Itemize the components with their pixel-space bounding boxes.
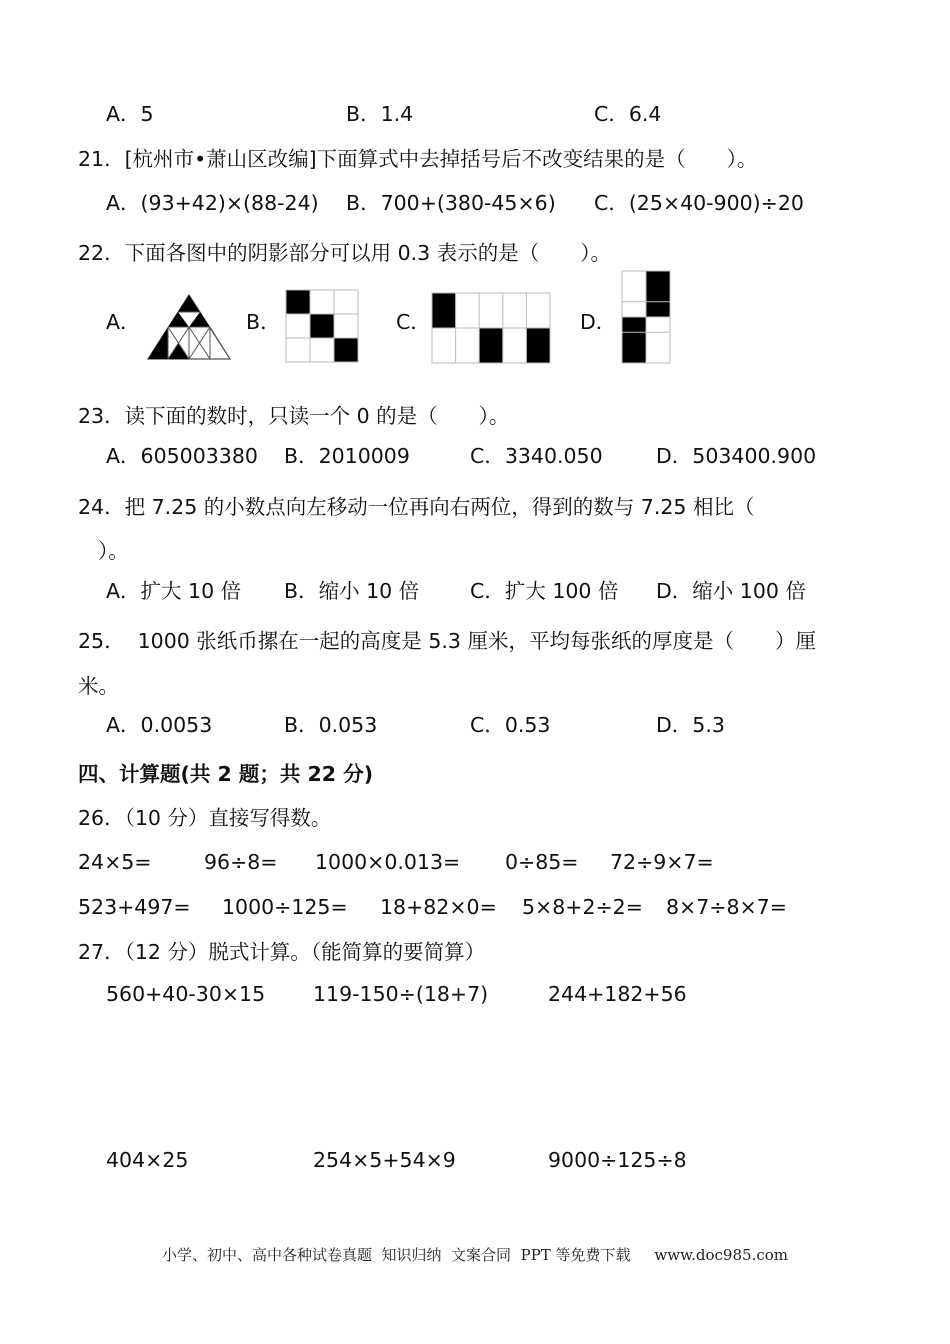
q24-option-a: A．扩大 10 倍 — [106, 579, 242, 603]
q27-expr: 119-150÷(18+7) — [313, 982, 489, 1006]
q26-expr: 0÷85= — [505, 850, 579, 874]
q22-stem: 22．下面各图中的阴影部分可以用 0.3 表示的是（ ）。 — [78, 241, 611, 265]
q22-label-d: D． — [580, 310, 617, 334]
q26-expr: 18+82×0= — [380, 895, 497, 919]
q21-option-a: A．(93+42)×(88-24) — [106, 191, 319, 215]
q22-label-b: B． — [246, 310, 281, 334]
q24-option-d: D．缩小 100 倍 — [656, 579, 806, 603]
q26-expr: 72÷9×7= — [610, 850, 714, 874]
q27-expr: 244+182+56 — [548, 982, 687, 1006]
q26-expr: 523+497= — [78, 895, 191, 919]
q26-expr: 1000×0.013= — [315, 850, 461, 874]
q22-label-c: C． — [396, 310, 431, 334]
footer-text: 小学、初中、高中各种试卷真题 知识归纳 文案合同 PPT 等免费下载 www.doc985.com — [161, 1246, 788, 1264]
q20-option-a: A．5 — [106, 102, 154, 126]
q26-expr: 24×5= — [78, 850, 152, 874]
section-title: 四、计算题(共 2 题；共 22 分) — [78, 762, 374, 786]
grid-3x3-figure — [285, 289, 359, 363]
q24-option-c: C．扩大 100 倍 — [470, 579, 619, 603]
q23-option-b: B．2010009 — [284, 444, 410, 468]
q25-stem-line1: 25． 1000 张纸币摞在一起的高度是 5.3 厘米，平均每张纸的厚度是（ ）厘 — [78, 629, 816, 653]
q25-option-d: D．5.3 — [656, 713, 725, 737]
q24-stem-line1: 24．把 7.25 的小数点向左移动一位再向右两位，得到的数与 7.25 相比（ — [78, 495, 755, 519]
q21-option-b: B．700+(380-45×6) — [346, 191, 556, 215]
q22-label-a: A． — [106, 310, 141, 334]
q26-expr: 8×7÷8×7= — [666, 895, 787, 919]
q26-expr: 96÷8= — [204, 850, 278, 874]
q21-option-c: C．(25×40-900)÷20 — [594, 191, 804, 215]
q26-stem: 26．（10 分）直接写得数。 — [78, 806, 332, 830]
q20-option-b: B．1.4 — [346, 102, 414, 126]
triangle-figure — [146, 293, 232, 361]
q25-option-a: A．0.0053 — [106, 713, 213, 737]
q23-option-c: C．3340.050 — [470, 444, 603, 468]
q24-stem-line2: ）。 — [98, 539, 129, 563]
q27-expr: 9000÷125÷8 — [548, 1148, 687, 1172]
q25-option-b: B．0.053 — [284, 713, 378, 737]
q25-option-c: C．0.53 — [470, 713, 551, 737]
q26-expr: 5×8+2÷2= — [522, 895, 643, 919]
q24-option-b: B．缩小 10 倍 — [284, 579, 420, 603]
q23-option-a: A．605003380 — [106, 444, 258, 468]
q26-expr: 1000÷125= — [222, 895, 348, 919]
q25-stem-line2: 米。 — [78, 674, 119, 698]
q20-option-c: C．6.4 — [594, 102, 662, 126]
q23-stem: 23．读下面的数时，只读一个 0 的是（ ）。 — [78, 404, 510, 428]
grid-5x2-figure — [431, 292, 551, 364]
q23-option-d: D．503400.900 — [656, 444, 817, 468]
q21-stem: 21．[杭州市•萧山区改编]下面算式中去掉括号后不改变结果的是（ ）。 — [78, 147, 758, 171]
q27-expr: 560+40-30×15 — [106, 982, 266, 1006]
q27-expr: 254×5+54×9 — [313, 1148, 456, 1172]
grid-2x3-figure — [621, 270, 671, 364]
q27-expr: 404×25 — [106, 1148, 189, 1172]
q27-stem: 27．（12 分）脱式计算。（能简算的要简算） — [78, 940, 486, 964]
